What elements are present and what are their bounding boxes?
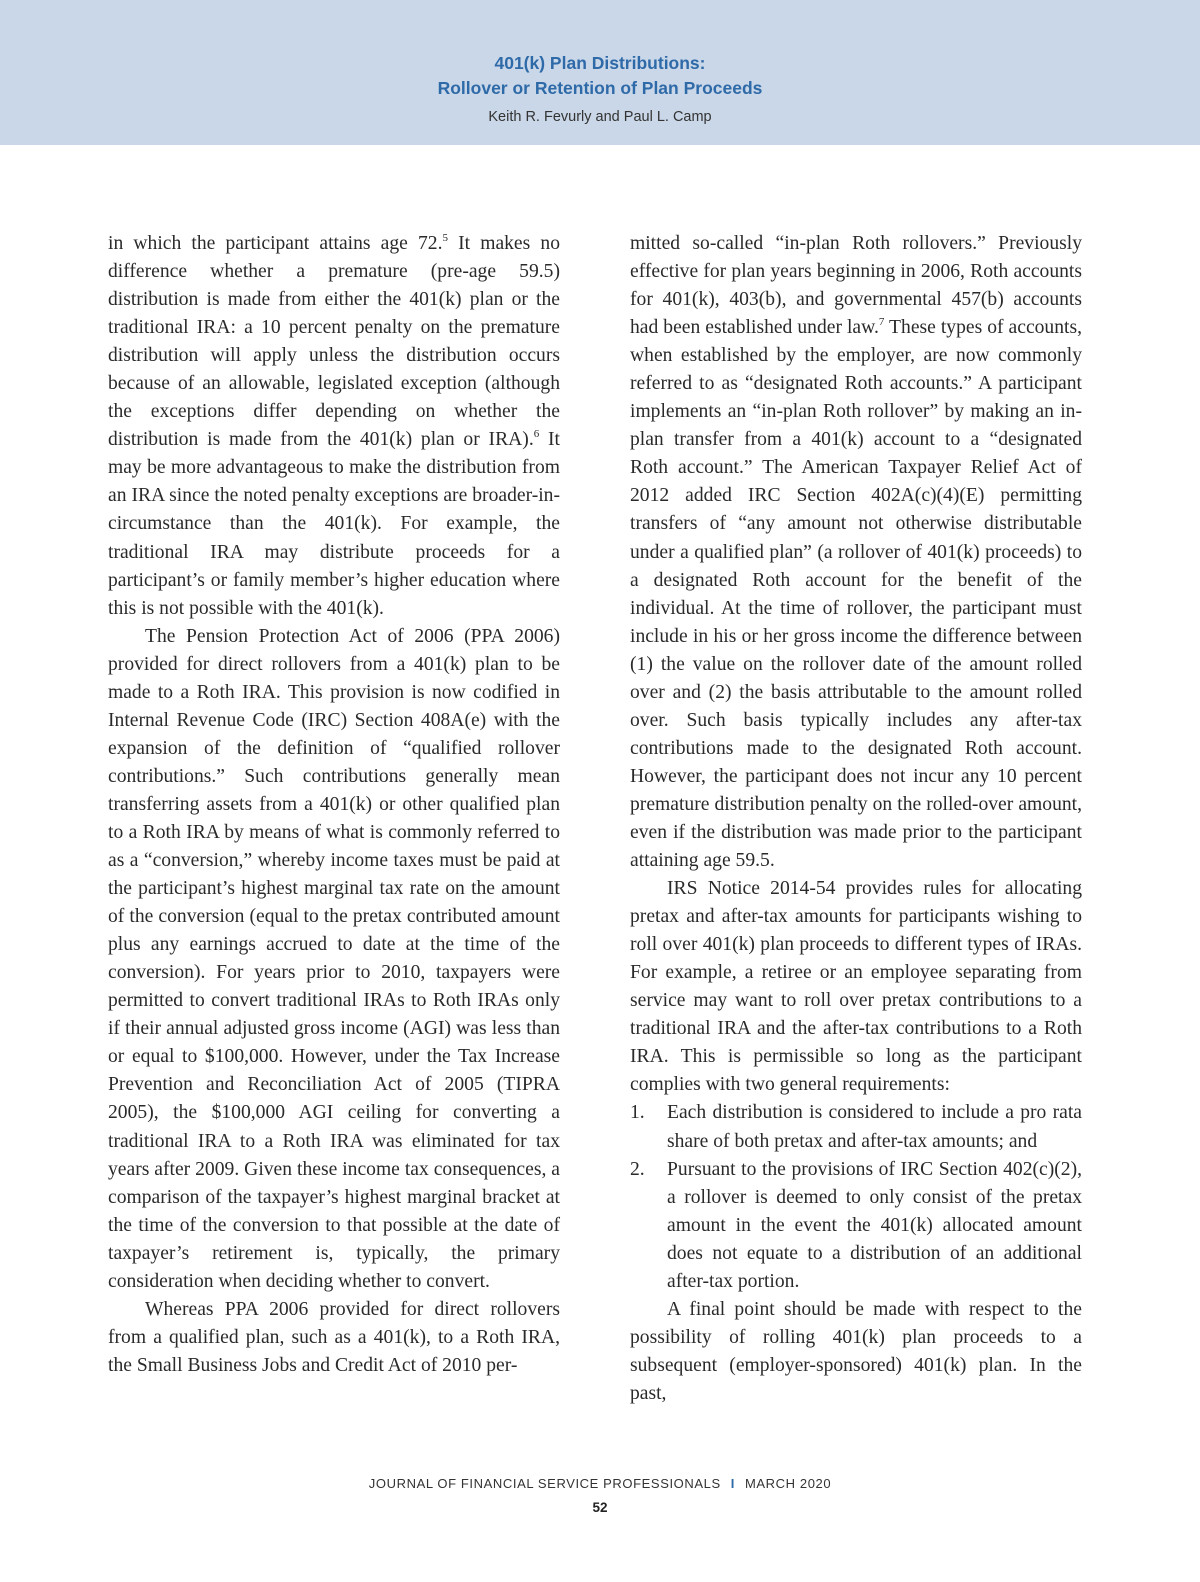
text-run: mitted so-called “in-plan Roth rollovers.” Previously effective for plan years beginning in 2006, Roth accounts for 401(k), 403(b), and governmental 457(b) accounts had been established under law. <box>630 233 1082 339</box>
footnote-ref-6: 6 <box>533 428 540 441</box>
paragraph: The Pension Protection Act of 2006 (PPA 2006) provided for direct rollovers from a 401(k) plan to be made to a Roth IRA. This provision is now codified in Internal Revenue Code (IRC) Section 408A(e) with the expansion of the definition of “qualified rollover contributions.” Such contributions generally mean transferring assets from a 401(k) or other qualified plan to a Roth IRA by means of what is commonly referred to as a “conversion,” whereby income taxes must be paid at the participant’s highest marginal tax rate on the amount of the conversion (equal to the pretax contributed amount plus any earnings accrued to date at the time of the conversion). For years prior to 2010, taxpayers were permitted to convert traditional IRAs to Roth IRAs only if their annual adjusted gross income (AGI) was less than or equal to $100,000. However, under the Tax Increase Prevention and Reconciliation Act of 2005 (TIPRA 2005), the $100,000 AGI ceiling for converting a traditional IRA to a Roth IRA was eliminated for tax years after 2009. Given these income tax consequences, a comparison of the taxpayer’s highest marginal bracket at the time of the conversion to that possible at the date of taxpayer’s retirement is, typically, the primary consideration when deciding whether to convert. <box>108 625 560 1292</box>
footer-separator: I <box>730 1476 735 1491</box>
list-item <box>630 1156 1082 1296</box>
issue-date: MARCH 2020 <box>744 1476 832 1491</box>
requirements-list <box>630 1099 1082 1295</box>
article-header <box>0 0 1200 145</box>
article-title-line-2: Rollover or Retention of Plan Proceeds <box>437 78 763 98</box>
article-title-line-1: 401(k) Plan Distributions: <box>494 53 706 73</box>
journal-name: JOURNAL OF FINANCIAL SERVICE PROFESSIONALS <box>368 1476 721 1491</box>
running-footer <box>0 1474 1200 1494</box>
paragraph: A final point should be made with respect to the possibility of rolling 401(k) plan proceeds to a subsequent (employer-sponsored) 401(k) plan. In the past, <box>630 1298 1082 1404</box>
footnote-ref-5: 5 <box>442 232 448 244</box>
list-item-text: Pursuant to the provisions of IRC Section 402(c)(2), a rollover is deemed to only consist of the pretax amount in the event the 401(k) allocated amount does not equate to a distribution of an additional after-tax portion. <box>667 1158 1082 1292</box>
list-item-text: Each distribution is considered to include a pro rata share of both pretax and after-tax amounts; and <box>667 1102 1082 1152</box>
page-number: 52 <box>592 1500 608 1515</box>
paragraph <box>108 230 560 623</box>
left-text-column <box>108 230 560 1380</box>
paragraph: Whereas PPA 2006 provided for direct rollovers from a qualified plan, such as a 401(k), to a Roth IRA, the Small Business Jobs and Credit Act of 2010 per- <box>108 1298 560 1376</box>
list-item-number: 1. <box>630 1102 645 1124</box>
article-authors: Keith R. Fevurly and Paul L. Camp <box>488 109 712 125</box>
text-run: It makes no difference whether a premature (pre-age 59.5) distribution is made from either the 401(k) plan or the traditional IRA: a 10 percent penalty on the premature distribution will apply unless the distribution occurs because of an allowable, legislated exception (although the exceptions differ depending on whether the distribution is made from the 401(k) plan or IRA). <box>108 233 560 451</box>
text-run: These types of accounts, when established by the employer, are now commonly referred to as “designated Roth accounts.” A participant implements an “in-plan Roth rollover” by making an in-plan transfer from a 401(k) account to a “designated Roth account.” The American Taxpayer Relief Act of 2012 added IRC Section 402A(c)(4)(E) permitting transfers of “any amount not otherwise distributable under a qualified plan” (a rollover of 401(k) proceeds) to a designated Roth account for the benefit of the individual. At the time of rollover, the participant must include in his or her gross income the difference between (1) the value on the rollover date of the amount rolled over and (2) the basis attributable to the amount rolled over. Such basis typically includes any after-tax contributions made to the designated Roth account. However, the participant does not incur any 10 percent premature distribution penalty on the rolled-over amount, even if the distribution was made prior to the participant attaining age 59.5. <box>630 317 1082 872</box>
paragraph <box>630 230 1082 875</box>
list-item <box>630 1099 1082 1155</box>
footnote-ref-7: 7 <box>878 316 885 329</box>
text-run: It may be more advantageous to make the distribution from an IRA since the noted penalty exceptions are broader-in-circumstance than the 401(k). For example, the traditional IRA may distribute proceeds for a participant’s or family member’s higher education where this is not possible with the 401(k). <box>108 429 561 619</box>
text-run: in which the participant attains age 72. <box>108 233 443 254</box>
right-text-column <box>630 230 1082 1408</box>
paragraph: IRS Notice 2014-54 provides rules for allocating pretax and after-tax amounts for participants wishing to roll over 401(k) plan proceeds to different types of IRAs. For example, a retiree or an employee separating from service may want to roll over pretax contributions to a traditional IRA and the after-tax contributions to a Roth IRA. This is permissible so long as the participant complies with two general requirements: <box>630 878 1082 1096</box>
list-item-number: 2. <box>630 1158 645 1180</box>
